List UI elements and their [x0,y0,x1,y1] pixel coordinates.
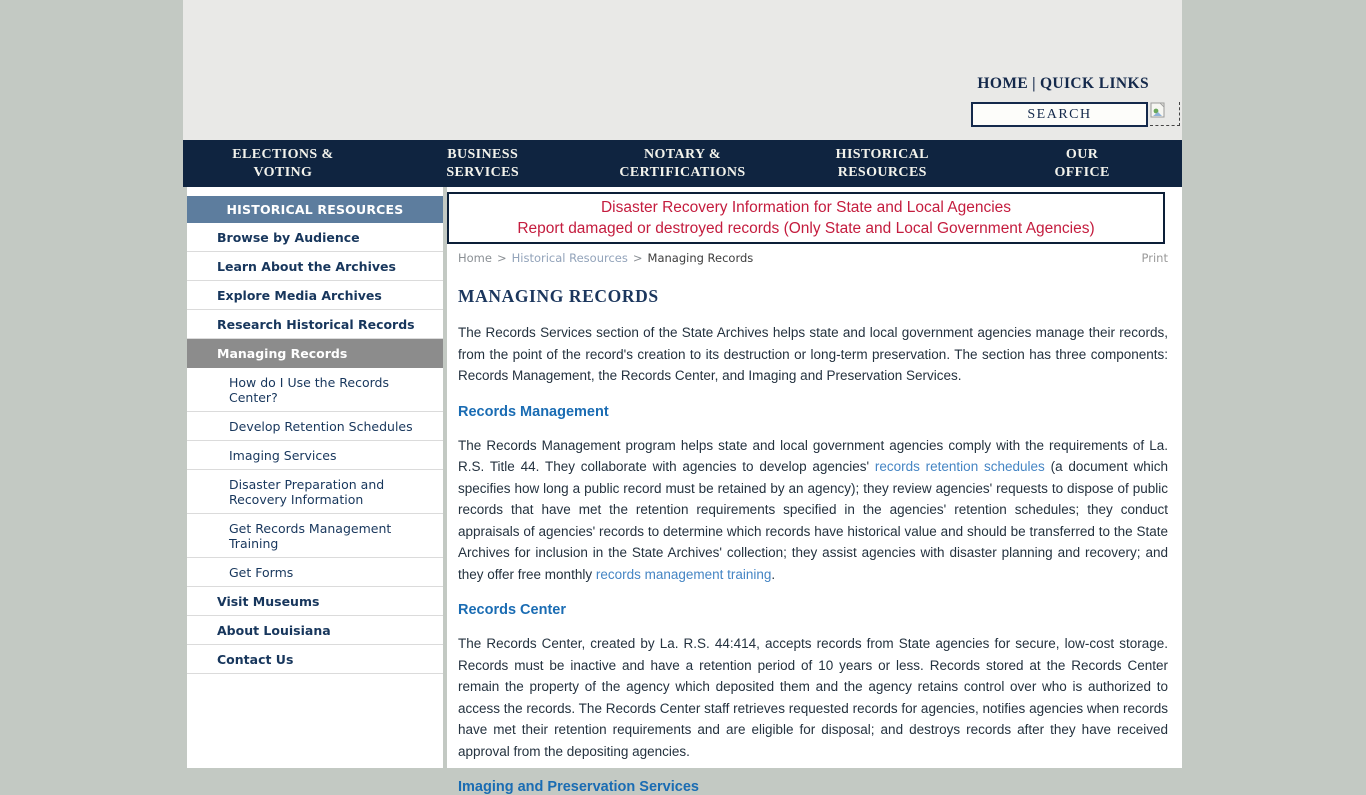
records-center-heading: Records Center [458,602,566,618]
sidebar-item-label: Contact Us [217,652,294,667]
nav-item[interactable] [183,140,383,187]
search-input[interactable] [971,102,1148,127]
main-content-column [447,187,1182,795]
nav-item[interactable] [782,140,982,187]
main-nav [183,140,1182,187]
sidebar-item-label: Visit Museums [217,594,320,609]
sidebar-item-label: Browse by Audience [217,230,360,245]
nav-item-line2: VOTING [253,164,313,180]
article-content [458,322,1168,795]
disaster-alert-box [447,192,1165,244]
page-title: MANAGING RECORDS [458,286,659,306]
nav-item-line2: RESOURCES [837,164,927,180]
sidebar-item-label: Research Historical Records [217,317,415,332]
body-row [183,187,1182,795]
nav-item-line1: HISTORICAL [835,146,929,162]
print-link[interactable]: Print [1141,251,1168,265]
records-center-paragraph: The Records Center, created by La. R.S. 44:414, accepts records from State agencies for secure, low-cost storage. Records must be inactive and have a retention period of 10 years or less. Records stored at the Records Center remain the property of the agency which deposited them and the agency retains control over who is authorized to access the records. The Records Center staff retrieves requested records for agencies, notifies agencies when records have met their retention requirements and are eligible for disposal; and destroys records after they have received approval from the depositing agencies. [458,636,1168,759]
records-retention-schedules-link[interactable]: records retention schedules [874,459,1045,474]
sidebar-item[interactable] [187,281,443,310]
broken-image-icon[interactable] [1150,102,1180,126]
sidebar-item[interactable] [187,587,443,616]
sidebar-item[interactable] [187,645,443,674]
nav-item-line1: BUSINESS [447,146,519,162]
nav-item-line2: OFFICE [1054,164,1110,180]
sidebar-item[interactable] [187,223,443,252]
disaster-info-link[interactable]: Disaster Recovery Information for State and Local Agencies [600,199,1012,216]
breadcrumb [458,251,1168,265]
paragraph-text: The Records Management program helps state and local government agencies comply with the requirements of La. R.S. Title 44. They collaborate with agencies to develop agencies' [458,437,1168,474]
sidebar-item[interactable] [187,441,443,470]
nav-item[interactable] [383,140,583,187]
sidebar-item[interactable] [187,339,443,368]
nav-item-line1: OUR [1065,146,1099,162]
records-management-heading: Records Management [458,403,609,420]
sidebar-item-label: Disaster Preparation and Recovery Information [229,477,385,507]
nav-item[interactable] [982,140,1182,187]
paragraph-text: . [771,566,776,582]
breadcrumb-current: Managing Records [647,251,754,265]
utility-links [977,75,1149,93]
sidebar-item-label: Explore Media Archives [217,288,382,303]
sidebar-menu [187,223,443,674]
site-header [183,0,1182,140]
breadcrumb-separator: > [632,251,643,265]
sidebar-item-label: Learn About the Archives [217,259,396,274]
home-link[interactable]: HOME [977,75,1029,92]
sidebar-header: HISTORICAL RESOURCES [187,196,443,223]
search-area [971,102,1180,127]
records-management-paragraph [458,435,1168,586]
sidebar-item[interactable] [187,368,443,412]
quick-links-link[interactable]: QUICK LINKS [1039,75,1149,92]
nav-item-line2: CERTIFICATIONS [619,164,746,180]
intro-paragraph: The Records Services section of the State Archives helps state and local government agencies manage their records, from the point of the record's creation to its destruction or long-term preservation. The section has three components: Records Management, the Records Center, and Imaging and Preservation Services. [458,325,1168,383]
nav-item[interactable] [583,140,783,187]
sidebar-item[interactable] [187,558,443,587]
sidebar-item-label: How do I Use the Records Center? [229,375,389,405]
nav-item-line2: SERVICES [446,164,520,180]
page-wrapper [183,0,1182,795]
sidebar-item[interactable] [187,412,443,441]
imaging-preservation-heading: Imaging and Preservation Services [458,779,699,795]
sidebar-item-label: About Louisiana [217,623,331,638]
utility-separator: | [1032,75,1036,92]
sidebar-item[interactable] [187,616,443,645]
sidebar-item[interactable] [187,252,443,281]
records-management-training-link[interactable]: records management training [595,566,772,582]
sidebar-item-label: Develop Retention Schedules [229,419,413,434]
sidebar-item[interactable] [187,514,443,558]
sidebar [187,187,443,768]
sidebar-item-label: Imaging Services [229,448,337,463]
breadcrumb-home[interactable]: Home [458,251,492,265]
breadcrumb-historical-resources[interactable]: Historical Resources [511,251,628,265]
sidebar-item[interactable] [187,310,443,339]
breadcrumb-separator: > [496,251,507,265]
sidebar-item-label: Get Records Management Training [229,521,392,551]
sidebar-item-label: Get Forms [229,565,294,580]
nav-item-line1: NOTARY & [644,146,721,162]
nav-item-line1: ELECTIONS & [232,146,334,162]
sidebar-item-label: Managing Records [217,346,348,361]
paragraph-text: (a document which specifies how long a public record must be retained by an agency); they review agencies' requests to dispose of public records that have met the retention requirements specified in the agencies' retention schedules; they conduct appraisals of agencies' records to determine which records have historical value and should be transferred to the State Archives for inclusion in the State Archives' collection; they assist agencies with disaster planning and recovery; and they offer free monthly [458,459,1169,582]
sidebar-item[interactable] [187,470,443,514]
report-damaged-records-link[interactable]: Report damaged or destroyed records (Only State and Local Government Agencies) [517,220,1095,237]
